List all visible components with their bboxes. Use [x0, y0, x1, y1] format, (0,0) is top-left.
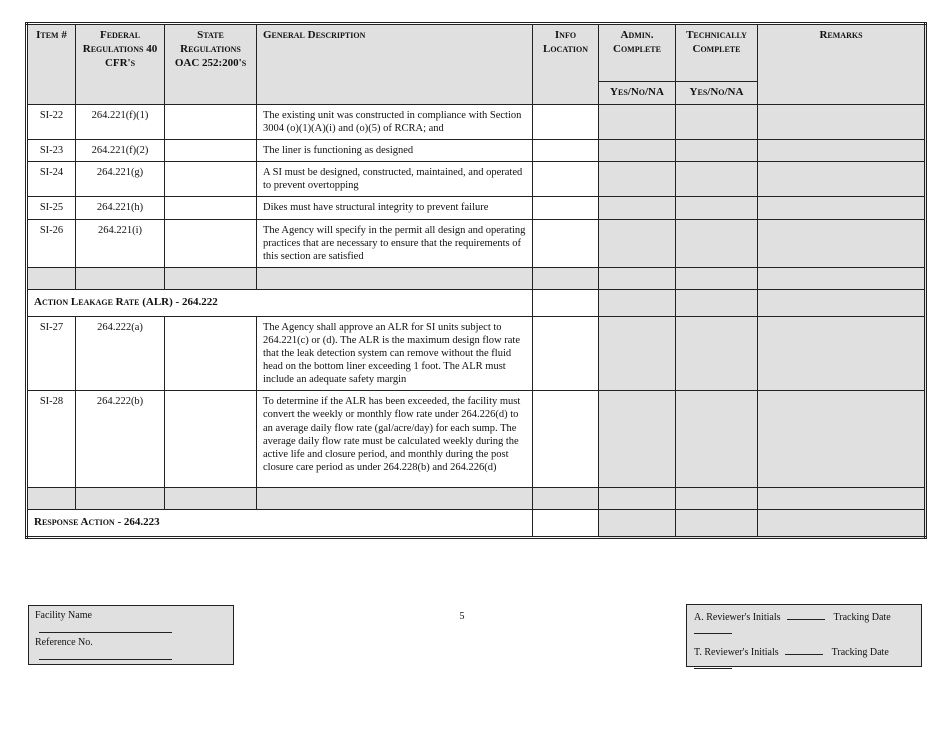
info-location-cell[interactable]	[533, 316, 599, 391]
t-reviewer-line	[694, 645, 914, 673]
remarks-cell[interactable]	[758, 162, 926, 197]
table-row	[27, 140, 926, 162]
technically-complete-cell[interactable]	[676, 104, 758, 139]
spacer-cell	[257, 488, 533, 510]
info-location-cell[interactable]	[533, 510, 599, 538]
table-row	[27, 162, 926, 197]
technically-complete-cell[interactable]	[676, 162, 758, 197]
admin-complete-cell[interactable]	[599, 219, 676, 267]
admin-complete-cell[interactable]	[599, 162, 676, 197]
info-location-cell[interactable]	[533, 391, 599, 488]
technically-complete-cell[interactable]	[676, 197, 758, 219]
federal-cell: 264.221(h)	[76, 197, 165, 219]
spacer-cell	[758, 267, 926, 289]
section-header-row	[27, 510, 926, 538]
spacer-cell	[27, 488, 76, 510]
spacer-cell	[165, 267, 257, 289]
spacer-cell	[599, 488, 676, 510]
federal-cell: 264.222(a)	[76, 316, 165, 391]
facility-name-field[interactable]	[39, 623, 172, 633]
remarks-cell[interactable]	[758, 140, 926, 162]
technically-complete-cell[interactable]	[676, 219, 758, 267]
table-row	[27, 316, 926, 391]
reference-number-label: Reference No.	[35, 637, 93, 648]
item-cell: SI-26	[27, 219, 76, 267]
checklist-table	[25, 22, 927, 539]
spacer-cell	[533, 267, 599, 289]
description-cell: The Agency shall approve an ALR for SI units subject to 264.221(c) or (d). The ALR is the maximum design flow rate that the leak detection system can remove without the fluid head on the bottom liner exceeding 1 foot. The ALR must include an adequate safety margin	[257, 316, 533, 391]
spacer-row	[27, 488, 926, 510]
info-location-cell[interactable]	[533, 140, 599, 162]
remarks-cell[interactable]	[758, 510, 926, 538]
item-cell: SI-22	[27, 104, 76, 139]
spacer-cell	[165, 488, 257, 510]
federal-cell: 264.221(f)(2)	[76, 140, 165, 162]
page-number: 5	[459, 611, 465, 622]
info-location-cell[interactable]	[533, 104, 599, 139]
technically-complete-cell[interactable]	[676, 289, 758, 316]
header-info-location: Info Location	[533, 24, 599, 105]
header-general-description: General Description	[257, 24, 533, 105]
spacer-cell	[257, 267, 533, 289]
facility-info-box	[28, 605, 234, 665]
item-cell: SI-24	[27, 162, 76, 197]
state-cell[interactable]	[165, 391, 257, 488]
remarks-cell[interactable]	[758, 104, 926, 139]
t-tracking-date-label: Tracking Date	[831, 647, 889, 658]
section-header-row	[27, 289, 926, 316]
info-location-cell[interactable]	[533, 289, 599, 316]
admin-complete-cell[interactable]	[599, 289, 676, 316]
technically-complete-cell[interactable]	[676, 391, 758, 488]
header-admin-complete: Admin. Complete	[599, 24, 676, 82]
technically-complete-cell[interactable]	[676, 510, 758, 538]
item-cell: SI-27	[27, 316, 76, 391]
technically-complete-cell[interactable]	[676, 316, 758, 391]
table-row	[27, 219, 926, 267]
item-cell: SI-23	[27, 140, 76, 162]
spacer-cell	[76, 488, 165, 510]
header-federal-regulations: Federal Regulations 40 CFR's	[76, 24, 165, 105]
header-remarks: Remarks	[758, 24, 926, 105]
header-technically-complete: Technically Complete	[676, 24, 758, 82]
admin-complete-cell[interactable]	[599, 197, 676, 219]
a-tracking-date-label: Tracking Date	[833, 612, 891, 623]
remarks-cell[interactable]	[758, 197, 926, 219]
info-location-cell[interactable]	[533, 219, 599, 267]
state-cell[interactable]	[165, 140, 257, 162]
header-state-regulations: State Regulations OAC 252:200's	[165, 24, 257, 105]
section-title-response-action: Response Action - 264.223	[27, 510, 533, 538]
description-cell: Dikes must have structural integrity to prevent failure	[257, 197, 533, 219]
spacer-cell	[676, 488, 758, 510]
remarks-cell[interactable]	[758, 316, 926, 391]
remarks-cell[interactable]	[758, 289, 926, 316]
description-cell: The Agency will specify in the permit all design and operating practices that are necessary to ensure that the requirements of this section are satisfied	[257, 219, 533, 267]
remarks-cell[interactable]	[758, 219, 926, 267]
header-item: Item #	[27, 24, 76, 105]
facility-name-label: Facility Name	[35, 610, 92, 621]
federal-cell: 264.222(b)	[76, 391, 165, 488]
info-location-cell[interactable]	[533, 197, 599, 219]
admin-complete-cell[interactable]	[599, 140, 676, 162]
a-reviewer-line	[694, 610, 914, 638]
spacer-cell	[758, 488, 926, 510]
a-tracking-date-field[interactable]	[694, 624, 732, 634]
section-title-alr: Action Leakage Rate (ALR) - 264.222	[27, 289, 533, 316]
a-reviewer-initials-label: A. Reviewer's Initials	[694, 612, 781, 623]
table-row	[27, 391, 926, 488]
description-cell: The liner is functioning as designed	[257, 140, 533, 162]
state-cell[interactable]	[165, 219, 257, 267]
description-cell: A SI must be designed, constructed, maintained, and operated to prevent overtopping	[257, 162, 533, 197]
spacer-cell	[27, 267, 76, 289]
item-cell: SI-28	[27, 391, 76, 488]
admin-complete-cell[interactable]	[599, 391, 676, 488]
spacer-cell	[599, 267, 676, 289]
header-admin-options: Yes/No/NA	[599, 82, 676, 105]
a-reviewer-initials-field[interactable]	[787, 610, 825, 620]
admin-complete-cell[interactable]	[599, 510, 676, 538]
spacer-row	[27, 267, 926, 289]
remarks-cell[interactable]	[758, 391, 926, 488]
info-location-cell[interactable]	[533, 162, 599, 197]
description-cell: The existing unit was constructed in compliance with Section 3004 (o)(1)(A)(i) and (o)(5) of RCRA; and	[257, 104, 533, 139]
admin-complete-cell[interactable]	[599, 316, 676, 391]
table-row	[27, 104, 926, 139]
header-technical-options: Yes/No/NA	[676, 82, 758, 105]
admin-complete-cell[interactable]	[599, 104, 676, 139]
t-tracking-date-field[interactable]	[694, 659, 732, 669]
item-cell: SI-25	[27, 197, 76, 219]
spacer-cell	[676, 267, 758, 289]
t-reviewer-initials-label: T. Reviewer's Initials	[694, 647, 779, 658]
federal-cell: 264.221(g)	[76, 162, 165, 197]
spacer-cell	[76, 267, 165, 289]
reference-number-field[interactable]	[39, 650, 172, 660]
state-cell[interactable]	[165, 162, 257, 197]
spacer-cell	[533, 488, 599, 510]
reviewer-tracking-box	[686, 604, 922, 667]
federal-cell: 264.221(i)	[76, 219, 165, 267]
description-cell: To determine if the ALR has been exceeded, the facility must convert the weekly or monthly flow rate under 264.226(d) to an average daily flow rate (gal/acre/day) for each sump. The average daily flow rate must be calculated weekly during the active life and closure period, and monthly during the post closure care period as under 264.228(b) and 264.226(d)	[257, 391, 533, 488]
facility-name-line	[35, 610, 227, 637]
technically-complete-cell[interactable]	[676, 140, 758, 162]
reference-number-line	[35, 637, 227, 664]
federal-cell: 264.221(f)(1)	[76, 104, 165, 139]
state-cell[interactable]	[165, 197, 257, 219]
table-row	[27, 197, 926, 219]
state-cell[interactable]	[165, 104, 257, 139]
state-cell[interactable]	[165, 316, 257, 391]
t-reviewer-initials-field[interactable]	[785, 645, 823, 655]
